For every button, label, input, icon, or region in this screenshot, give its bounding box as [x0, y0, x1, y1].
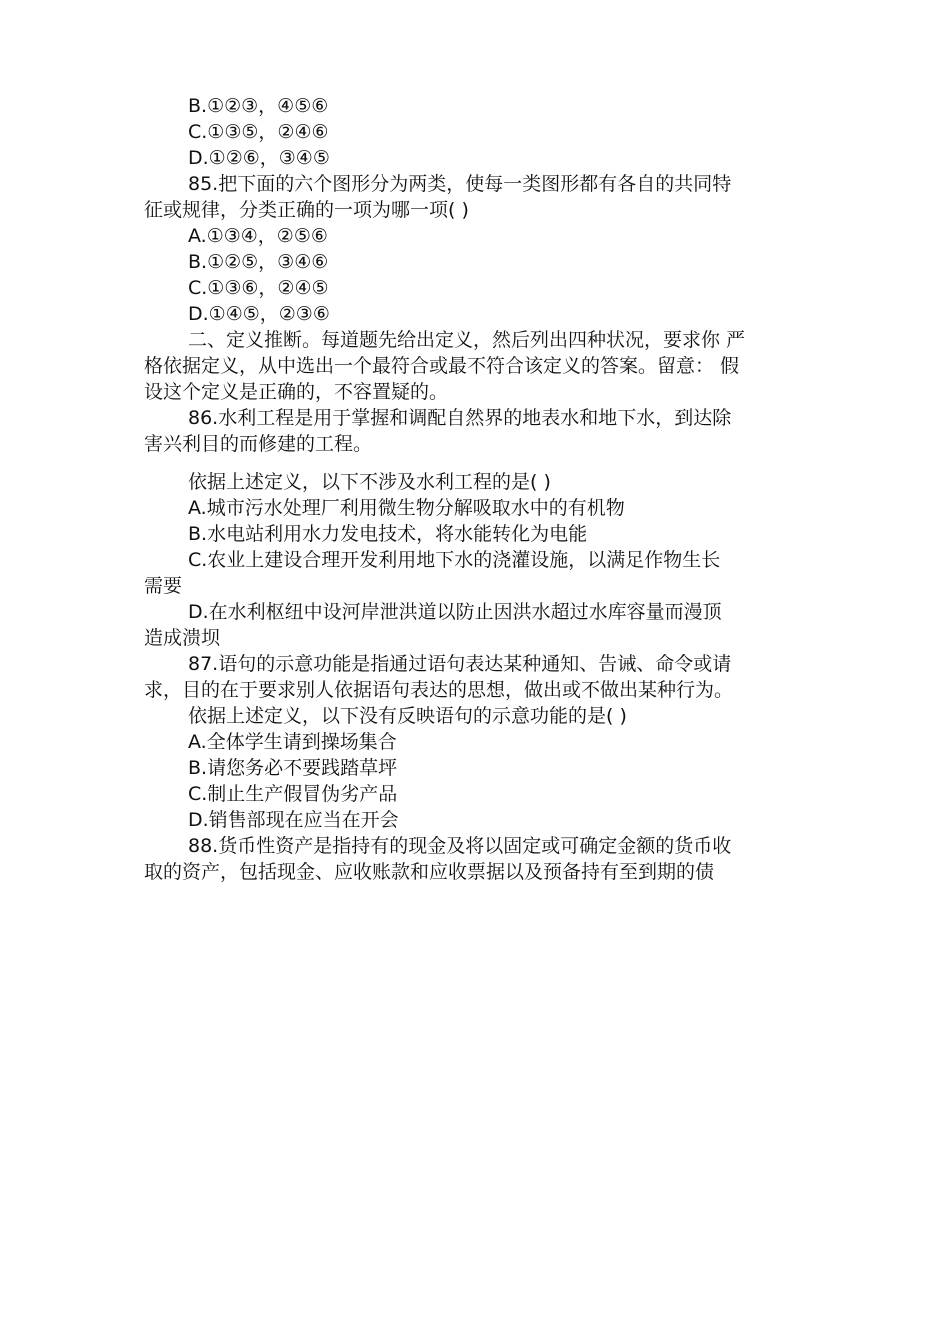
text-line: D.销售部现在应当在开会	[188, 809, 399, 831]
text-line: 依据上述定义，以下没有反映语句的示意功能的是( )	[188, 705, 627, 727]
document-body	[144, 93, 816, 885]
text-line: 造成溃坝	[144, 627, 221, 649]
text-line: 88.货币性资产是指持有的现金及将以固定或可确定金额的货币收	[188, 835, 732, 857]
text-line: 85.把下面的六个图形分为两类，使每一类图形都有各自的共同特	[188, 173, 732, 195]
text-line: 求，目的在于要求别人依据语句表达的思想，做出或不做出某种行为。	[144, 679, 734, 701]
text-line: C.农业上建设合理开发利用地下水的浇灌设施，以满足作物生长	[188, 549, 721, 571]
text-line: 依据上述定义，以下不涉及水利工程的是( )	[188, 471, 551, 493]
text-line: A.城市污水处理厂利用微生物分解吸取水中的有机物	[188, 497, 625, 519]
text-line: C.①③⑤，②④⑥	[188, 121, 329, 143]
text-line: 格依据定义，从中选出一个最符合或最不符合该定义的答案。留意： 假	[144, 355, 740, 377]
text-line: A.①③④，②⑤⑥	[188, 225, 328, 247]
text-line: 设这个定义是正确的，不容置疑的。	[144, 381, 449, 403]
text-line: B.①②③，④⑤⑥	[188, 95, 329, 117]
text-line: B.请您务必不要践踏草坪	[188, 757, 398, 779]
text-line: B.水电站利用水力发电技术，将水能转化为电能	[188, 523, 588, 545]
text-line: C.①③⑥，②④⑤	[188, 277, 329, 299]
text-line: 取的资产，包括现金、应收账款和应收票据以及预备持有至到期的债	[144, 861, 715, 883]
text-line: D.①②⑥，③④⑤	[188, 147, 330, 169]
text-line: D.在水利枢纽中设河岸泄洪道以防止因洪水超过水库容量而漫顶	[188, 601, 722, 623]
text-line: A.全体学生请到操场集合	[188, 731, 397, 753]
text-line: D.①④⑤，②③⑥	[188, 303, 330, 325]
text-line: 二、定义推断。每道题先给出定义，然后列出四种状况，要求你 严	[188, 329, 746, 351]
text-line: 害兴利目的而修建的工程。	[144, 433, 373, 455]
text-line: 87.语句的示意功能是指通过语句表达某种通知、告诫、命令或请	[188, 653, 732, 675]
text-line: C.制止生产假冒伪劣产品	[188, 783, 398, 805]
text-line: 86.水利工程是用于掌握和调配自然界的地表水和地下水，到达除	[188, 407, 732, 429]
text-line: 需要	[144, 575, 183, 597]
text-line: B.①②⑤，③④⑥	[188, 251, 329, 273]
text-line: 征或规律，分类正确的一项为哪一项( )	[144, 199, 469, 221]
